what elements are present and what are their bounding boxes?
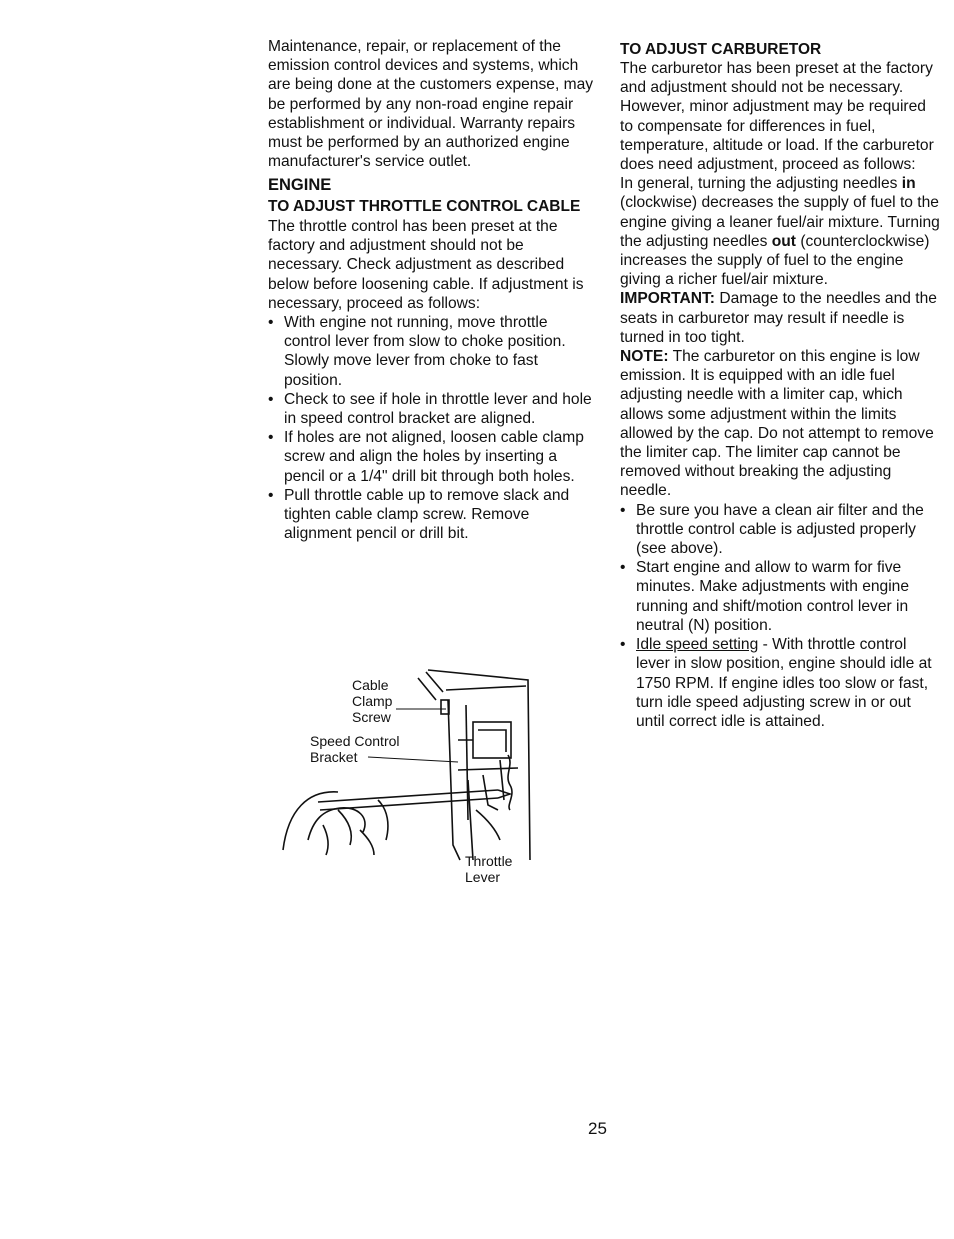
carburetor-heading: TO ADJUST CARBURETOR xyxy=(620,41,822,58)
engine-heading: ENGINE xyxy=(268,176,332,195)
throttle-intro: The throttle control has been preset at the factory and adjustment should not be necessary. Check adjustment as described below before loosening cable. If adjustment is necessary, proceed as follows: xyxy=(268,217,584,312)
left-column xyxy=(268,37,598,543)
carburetor-intro: The carburetor has been preset at the factory and adjustment should not be necessary. However, minor adjustment may be required to compensate for differences in fuel, temperature, altitude or load. If the carburetor does need adjustment, proceed as follows: xyxy=(620,60,934,174)
list-item: • Check to see if hole in throttle lever and hole in speed control bracket are aligned. xyxy=(268,390,598,428)
list-item: • If holes are not aligned, loosen cable clamp screw and align the holes by inserting a pencil or a 1/4" drill bit through both holes. xyxy=(268,428,598,486)
important-paragraph: IMPORTANT: Damage to the needles and the seats in carburetor may result if needle is turned in too tight. xyxy=(620,290,937,346)
cable-clamp-screw-label: Cable Clamp Screw xyxy=(352,677,393,725)
right-column xyxy=(620,41,940,731)
list-item: • Be sure you have a clean air filter and the throttle control cable is adjusted properly (see above). xyxy=(620,501,940,559)
list-item: • With engine not running, move throttle control lever from slow to choke position. Slowly move lever from choke to fast position. xyxy=(268,313,598,390)
throttle-lever-label: Throttle Lever xyxy=(465,853,513,885)
page-number: 25 xyxy=(588,1119,607,1138)
list-item: • Start engine and allow to warm for five minutes. Make adjustments with engine running and shift/motion control lever in neutral (N) position. xyxy=(620,558,940,635)
throttle-heading: TO ADJUST THROTTLE CONTROL CABLE xyxy=(268,198,581,216)
speed-control-bracket-label: Speed Control Bracket xyxy=(310,733,400,765)
idle-speed-setting-label: Idle speed setting xyxy=(636,636,759,654)
throttle-steps xyxy=(268,313,598,543)
general-paragraph: In general, turning the adjusting needles in (clockwise) decreases the supply of fuel to the engine giving a leaner fuel/air mixture. Turning the adjusting needles out (counterclockwise) increases the supply of fuel to the engine giving a richer fuel/air mixture. xyxy=(620,175,940,289)
intro-paragraph: Maintenance, repair, or replacement of the emission control devices and systems, which are being done at the customers expense, may be performed by any non-road engine repair establishment or individual. Warranty repairs must be performed by an authorized engine manufacturer's service outlet. xyxy=(268,38,594,171)
list-item: • Pull throttle cable up to remove slack and tighten cable clamp screw. Remove alignment pencil or drill bit. xyxy=(268,486,598,544)
throttle-diagram xyxy=(278,660,548,890)
note-paragraph: NOTE: The carburetor on this engine is low emission. It is equipped with an idle fuel adjusting needle with a limiter cap, which allows some adjustment within the limits allowed by the cap. Do not attempt to remove the limiter cap. The limiter cap cannot be removed without breaking the adjusting needle. xyxy=(620,348,934,500)
carburetor-steps xyxy=(620,501,940,731)
list-item: • Idle speed setting - With throttle control lever in slow position, engine should idle at 1750 RPM. If engine idles too slow or fast, turn idle speed adjusting screw in or out until correct idle is attained. xyxy=(620,635,940,731)
